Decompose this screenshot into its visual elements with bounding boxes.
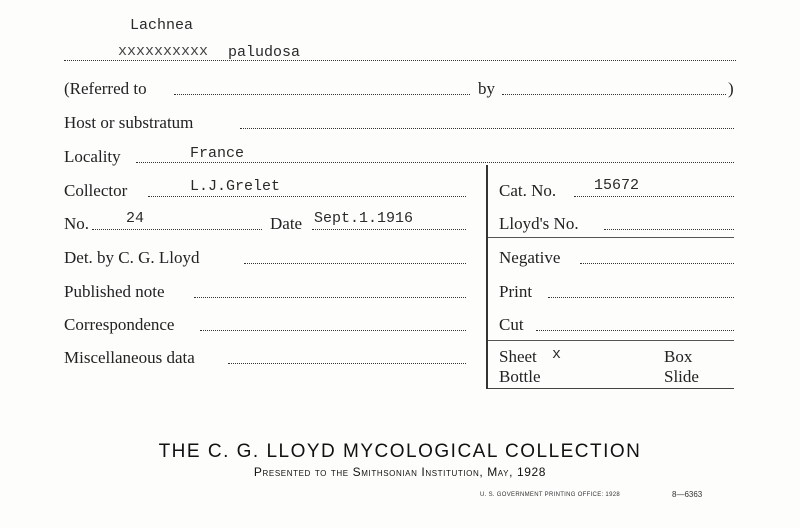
det-label: Det. by C. G. Lloyd	[64, 248, 200, 267]
panel-divider	[486, 165, 488, 389]
published-line	[194, 297, 466, 298]
collection-subtitle: Presented to the Smithsonian Institution, May, 1928	[253, 465, 547, 479]
no-label: No.	[64, 214, 90, 233]
printing-office-note: U. S. GOVERNMENT PRINTING OFFICE: 1928	[480, 492, 620, 498]
collector-value: L.J.Grelet	[190, 178, 281, 195]
print-label: Print	[499, 282, 533, 301]
right-panel-bottom-rule	[488, 388, 734, 389]
by-line	[502, 94, 726, 95]
cat-value: 15672	[594, 177, 640, 194]
species-name: paludosa	[228, 44, 301, 61]
misc-line	[228, 363, 466, 364]
form-number: 8—6363	[672, 490, 703, 499]
collector-label: Collector	[64, 181, 128, 200]
lloyd-no-line	[604, 229, 734, 230]
correspondence-label: Correspondence	[64, 315, 175, 334]
sheet-label: Sheet	[499, 347, 537, 366]
host-line	[240, 128, 734, 129]
locality-label: Locality	[64, 147, 121, 166]
date-label: Date	[270, 214, 303, 233]
date-value: Sept.1.1916	[314, 210, 414, 227]
negative-line	[580, 263, 734, 264]
print-line	[548, 297, 734, 298]
bottle-label: Bottle	[499, 367, 541, 386]
referred-to-line	[174, 94, 470, 95]
correspondence-line	[200, 330, 466, 331]
misc-label: Miscellaneous data	[64, 348, 195, 367]
name-line	[64, 60, 736, 61]
cat-label: Cat. No.	[499, 181, 557, 200]
cut-line	[536, 330, 734, 331]
lloyd-no-label: Lloyd's No.	[499, 214, 579, 233]
no-value: 24	[126, 210, 145, 227]
genus-name: Lachnea	[130, 17, 194, 34]
slide-label: Slide	[664, 367, 699, 386]
box-label: Box	[664, 347, 693, 366]
date-line	[312, 229, 466, 230]
cut-label: Cut	[499, 315, 524, 334]
host-label: Host or substratum	[64, 113, 194, 132]
negative-label: Negative	[499, 248, 561, 267]
crossed-out-name: xxxxxxxxxx	[118, 43, 209, 60]
by-label: by	[478, 79, 495, 98]
close-paren: )	[728, 79, 734, 98]
det-line	[244, 263, 466, 264]
referred-to-label: (Referred to	[64, 79, 147, 98]
no-line	[92, 229, 262, 230]
published-label: Published note	[64, 282, 165, 301]
locality-value: France	[190, 145, 245, 162]
right-panel-rule-lower	[488, 340, 734, 341]
collector-line	[148, 196, 466, 197]
cat-line	[574, 196, 734, 197]
sheet-mark: x	[552, 346, 562, 363]
right-panel-rule	[488, 237, 734, 238]
collection-title: THE C. G. LLOYD MYCOLOGICAL COLLECTION	[158, 441, 642, 462]
locality-line	[136, 162, 734, 163]
